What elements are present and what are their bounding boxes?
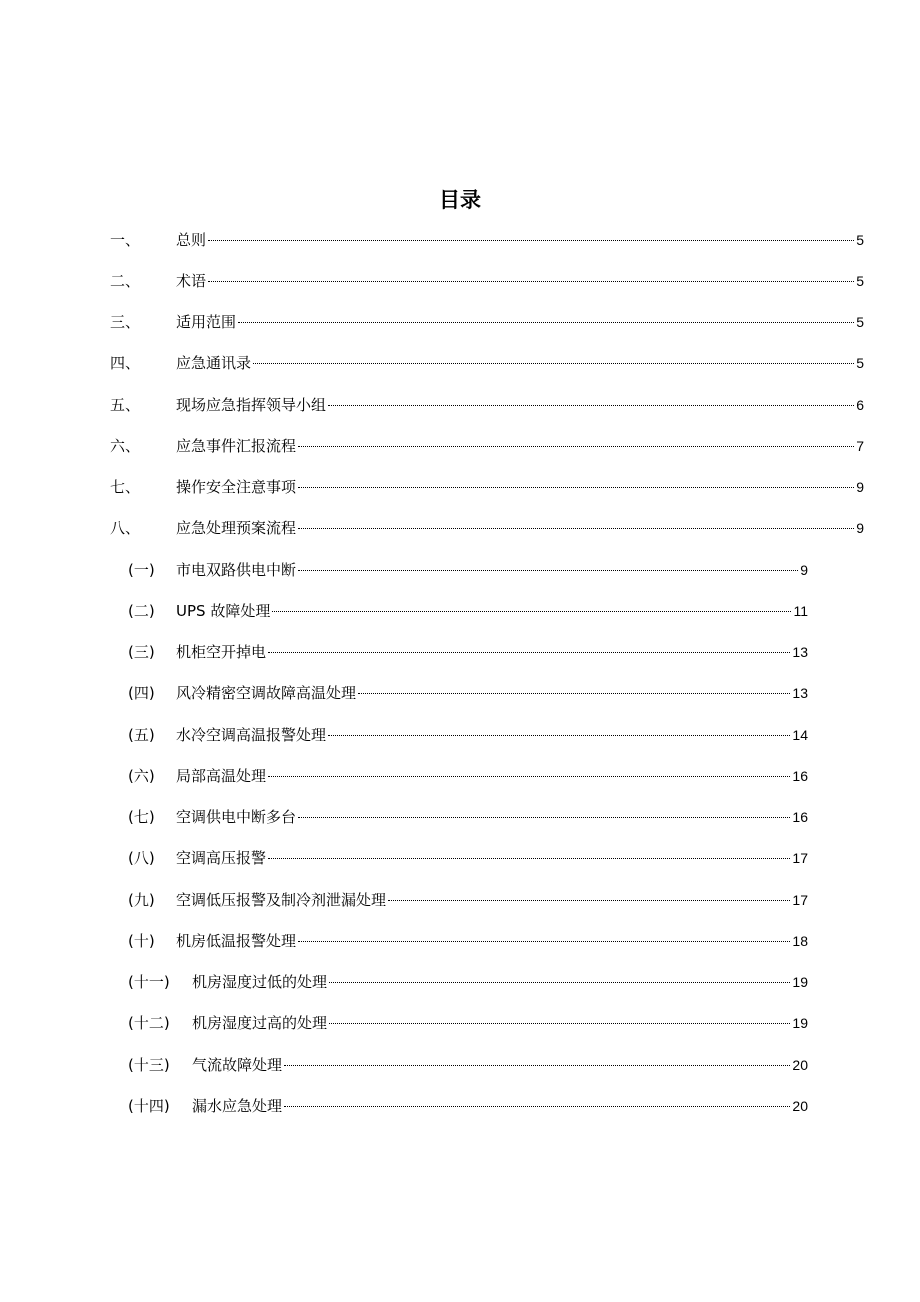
toc-entry-page: 17 [792, 892, 808, 908]
toc-entry-number: (一) [128, 561, 155, 579]
toc-entry-title: 现场应急指挥领导小组 [176, 396, 327, 414]
toc-entry-page: 9 [800, 562, 808, 578]
toc-entry-number: 一、 [110, 231, 141, 249]
toc-entry-number: (十) [128, 932, 155, 950]
toc-subentry[interactable] [128, 806, 808, 828]
toc-dot-leader [388, 900, 790, 901]
toc-entry-page: 7 [856, 438, 864, 454]
toc-dot-leader [268, 652, 790, 653]
toc-subentry[interactable] [128, 971, 808, 993]
toc-subentry[interactable] [128, 1095, 808, 1117]
toc-entry-number: (三) [128, 643, 155, 661]
toc-entry-title: 漏水应急处理 [192, 1097, 283, 1115]
toc-entry-number: (八) [128, 849, 155, 867]
toc-entry-page: 20 [792, 1098, 808, 1114]
toc-entry-page: 9 [856, 520, 864, 536]
toc-entry-page: 6 [856, 397, 864, 413]
toc-subentry[interactable] [128, 1012, 808, 1034]
toc-entry-title: 空调低压报警及制冷剂泄漏处理 [176, 891, 387, 909]
toc-dot-leader [328, 405, 854, 406]
toc-subentry[interactable] [128, 930, 808, 952]
toc-dot-leader [272, 611, 791, 612]
toc-entry-title: 机柜空开掉电 [176, 643, 267, 661]
toc-subentry[interactable] [128, 682, 808, 704]
toc-entry-number: 七、 [110, 478, 141, 496]
toc-subentry[interactable] [128, 1054, 808, 1076]
toc-subentry[interactable] [128, 889, 808, 911]
toc-dot-leader [298, 487, 854, 488]
toc-entry-title: 机房低温报警处理 [176, 932, 297, 950]
toc-entry-number: (十一) [128, 973, 170, 991]
toc-entry-page: 19 [792, 1015, 808, 1031]
toc-entry[interactable] [110, 311, 864, 333]
toc-entry-title: 应急处理预案流程 [176, 519, 297, 537]
toc-entry-page: 17 [792, 850, 808, 866]
toc-entry-number: 八、 [110, 519, 141, 537]
toc-entry[interactable] [110, 352, 864, 374]
toc-entry-number: 三、 [110, 313, 141, 331]
toc-entry[interactable] [110, 476, 864, 498]
toc-dot-leader [298, 817, 790, 818]
toc-dot-leader [298, 528, 854, 529]
toc-entry-title: 应急事件汇报流程 [176, 437, 297, 455]
toc-entry-number: 四、 [110, 354, 141, 372]
toc-subentry[interactable] [128, 641, 808, 663]
toc-entry-title: 适用范围 [176, 313, 237, 331]
toc-entry-page: 5 [856, 232, 864, 248]
toc-entry-page: 11 [793, 603, 808, 619]
toc-entry-title: 水冷空调高温报警处理 [176, 726, 327, 744]
toc-subentry[interactable] [128, 724, 808, 746]
toc-entry-number: (十二) [128, 1014, 170, 1032]
toc-dot-leader [268, 858, 790, 859]
toc-dot-leader [328, 735, 790, 736]
toc-entry-title: 市电双路供电中断 [176, 561, 297, 579]
toc-entry-page: 5 [856, 273, 864, 289]
toc-entry-title: 气流故障处理 [192, 1056, 283, 1074]
toc-subentry[interactable] [128, 559, 808, 581]
toc-entry-page: 13 [792, 685, 808, 701]
toc-dot-leader [284, 1065, 790, 1066]
toc-entry-title: 风冷精密空调故障高温处理 [176, 684, 357, 702]
toc-entry-page: 16 [792, 809, 808, 825]
toc-entry[interactable] [110, 270, 864, 292]
toc-entry-page: 18 [792, 933, 808, 949]
toc-entry-title: 局部高温处理 [176, 767, 267, 785]
toc-subentry[interactable] [128, 765, 808, 787]
toc-entry-number: 二、 [110, 272, 141, 290]
toc-dot-leader [238, 322, 854, 323]
toc-entry-number: (二) [128, 602, 155, 620]
toc-entry-page: 5 [856, 314, 864, 330]
toc-entry-number: (十四) [128, 1097, 170, 1115]
toc-entry-title: 空调高压报警 [176, 849, 267, 867]
toc-entry[interactable] [110, 394, 864, 416]
toc-dot-leader [298, 570, 798, 571]
toc-entry-number: (五) [128, 726, 155, 744]
toc-entry-title: 术语 [176, 272, 207, 290]
toc-entry-title: 总则 [176, 231, 207, 249]
toc-subentry[interactable] [128, 600, 808, 622]
toc-entry-page: 20 [792, 1057, 808, 1073]
toc-entry-number: 六、 [110, 437, 141, 455]
toc-entry-page: 9 [856, 479, 864, 495]
toc-entry-title: 机房湿度过高的处理 [192, 1014, 328, 1032]
toc-dot-leader [253, 363, 854, 364]
toc-entry-title: 操作安全注意事项 [176, 478, 297, 496]
toc-entry-number: (九) [128, 891, 155, 909]
toc-entry-title: UPS 故障处理 [176, 602, 271, 620]
toc-entry-title: 空调供电中断多台 [176, 808, 297, 826]
toc-dot-leader [208, 281, 854, 282]
toc-title: 目录 [439, 188, 481, 212]
toc-entry-number: (七) [128, 808, 155, 826]
toc-entry-page: 19 [792, 974, 808, 990]
toc-entry-number: (十三) [128, 1056, 170, 1074]
toc-entry-number: 五、 [110, 396, 141, 414]
toc-dot-leader [298, 446, 854, 447]
toc-dot-leader [329, 982, 790, 983]
toc-entry-page: 13 [792, 644, 808, 660]
toc-dot-leader [208, 240, 854, 241]
toc-dot-leader [329, 1023, 790, 1024]
toc-entry-number: (六) [128, 767, 155, 785]
toc-dot-leader [284, 1106, 790, 1107]
toc-entry-number: (四) [128, 684, 155, 702]
toc-dot-leader [268, 776, 790, 777]
toc-entry-page: 14 [792, 727, 808, 743]
toc-entry-page: 16 [792, 768, 808, 784]
toc-entry-page: 5 [856, 355, 864, 371]
toc-entry[interactable] [110, 517, 864, 539]
toc-entry[interactable] [110, 435, 864, 457]
toc-entry[interactable] [110, 229, 864, 251]
toc-entry-title: 机房湿度过低的处理 [192, 973, 328, 991]
toc-dot-leader [358, 693, 790, 694]
toc-entry-title: 应急通讯录 [176, 354, 252, 372]
toc-dot-leader [298, 941, 790, 942]
toc-subentry[interactable] [128, 847, 808, 869]
